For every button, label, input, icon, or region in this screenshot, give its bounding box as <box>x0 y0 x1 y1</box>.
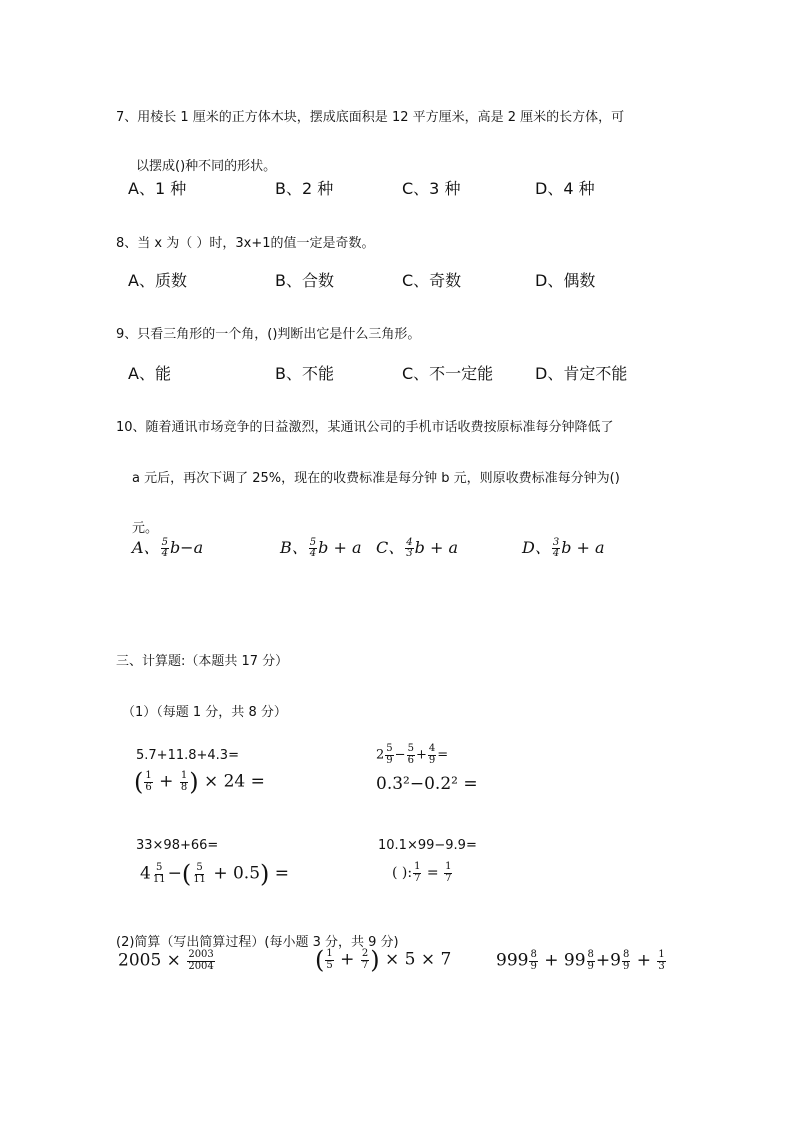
q8-text: 8、当 x 为（ ）时，3x+1的值一定是奇数。 <box>116 236 375 251</box>
q10-line3: 元。 <box>132 521 159 536</box>
q10-option-b[interactable]: B、 $\frac{5}{4}$ b + a <box>280 536 362 559</box>
q9-option-b[interactable]: B、不能 <box>275 364 334 383</box>
q8-option-b[interactable]: B、合数 <box>275 271 334 290</box>
shortcut-2: ( $\frac{1}{5}$ + $\frac{2}{7}$ ) × 5 × 7 <box>315 946 452 974</box>
fraction: $\frac{4}{3}$ <box>406 536 413 559</box>
q7-line1: 7、用棱长 1 厘米的正方体木块，摆成底面积是 12 平方厘米，高是 2 厘米的长方体，可 <box>116 110 625 125</box>
q9-option-c[interactable]: C、不一定能 <box>402 364 494 383</box>
q10-option-a[interactable]: A、 $\frac{5}{4}$ b−a <box>132 536 204 559</box>
shortcut-3: 999 $\frac{8}{9}$ + 99 $\frac{8}{9}$ +9 $\frac{8}{9}$ + $\frac{1}{3}$ <box>496 949 665 972</box>
q10-line2: a 元后，再次下调了 25%，现在的收费标准是每分钟 b 元，则原收费标准每分钟为() <box>132 471 620 486</box>
q8-option-d[interactable]: D、偶数 <box>535 271 596 290</box>
q10-line1: 10、随着通讯市场竞争的日益激烈，某通讯公司的手机市话收费按原标准每分钟降低了 <box>116 420 614 435</box>
q7-option-c[interactable]: C、3 种 <box>402 179 461 198</box>
section-title: 三、计算题:（本题共 17 分） <box>116 654 289 669</box>
q8-option-a[interactable]: A、质数 <box>128 271 187 290</box>
q10-option-c[interactable]: C、 $\frac{4}{3}$ b + a <box>376 536 458 559</box>
problem-8: ( ): $\frac{1}{7}$ = $\frac{1}{7}$ <box>392 861 452 884</box>
problem-7: 4 $\frac{5}{11}$ −( $\frac{5}{11}$ + 0.5) = <box>140 860 290 888</box>
problem-5: 33×98+66= <box>136 838 219 853</box>
q7-option-d[interactable]: D、4 种 <box>535 179 595 198</box>
q8-option-c[interactable]: C、奇数 <box>402 271 462 290</box>
shortcut-1: 2005 × $\frac{2003}{2004}$ <box>118 949 214 972</box>
q7-option-b[interactable]: B、2 种 <box>275 179 334 198</box>
fraction: $\frac{5}{4}$ <box>309 536 317 559</box>
problem-3: ( $\frac{1}{6}$ + $\frac{1}{8}$ ) × 24 = <box>134 768 265 796</box>
problem-2: 2 $\frac{5}{9}$ − $\frac{5}{6}$ + $\frac{4}{9}$ = <box>376 743 449 766</box>
q9-option-a[interactable]: A、能 <box>128 364 171 383</box>
q9-text: 9、只看三角形的一个角，()判断出它是什么三角形。 <box>116 327 421 342</box>
part2-title: (2)简算（写出简算过程）(每小题 3 分，共 9 分) <box>116 935 399 950</box>
problem-4: 0.3²−0.2² = <box>376 774 478 794</box>
part1-title: （1）（每题 1 分，共 8 分） <box>122 705 287 720</box>
q9-option-d[interactable]: D、肯定不能 <box>535 364 628 383</box>
problem-6: 10.1×99−9.9= <box>378 838 477 853</box>
fraction: $\frac{3}{4}$ <box>552 536 560 559</box>
fraction: $\frac{5}{4}$ <box>161 536 168 559</box>
problem-1: 5.7+11.8+4.3= <box>136 748 239 763</box>
q7-line2: 以摆成()种不同的形状。 <box>136 159 277 174</box>
q7-option-a[interactable]: A、1 种 <box>128 179 187 198</box>
q10-option-d[interactable]: D、 $\frac{3}{4}$ b + a <box>522 536 605 559</box>
